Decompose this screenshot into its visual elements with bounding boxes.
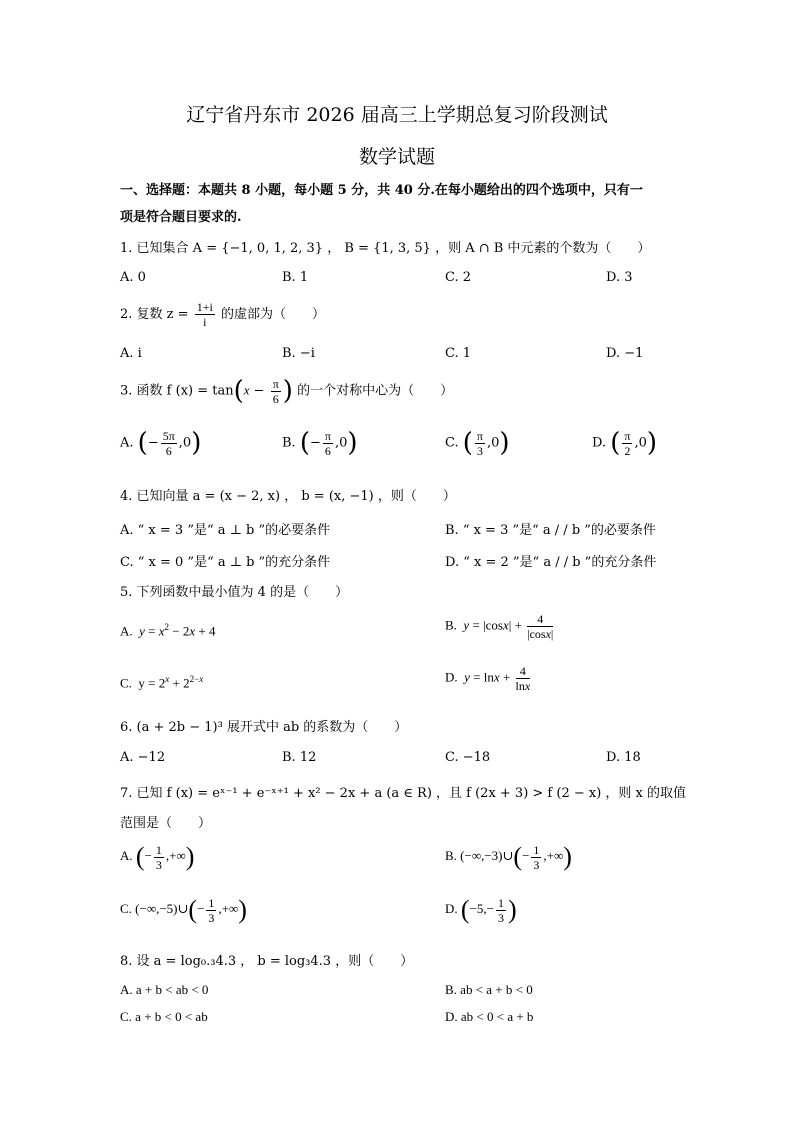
question-7-number: 7.	[120, 786, 133, 801]
section-header-line1: 一、选择题：本题共 8 小题，每小题 5 分，共 40 分.在每小题给出的四个选项中，只有一	[120, 183, 643, 198]
q7-option-a: A. (− $\frac{1}{3}$ ,+∞)	[120, 842, 195, 872]
question-5	[120, 581, 680, 600]
q7-option-c: C. (−∞,−5)∪(− $\frac{1}{3}$ ,+∞)	[120, 895, 247, 925]
q8-option-d: D. ab < 0 < a + b	[445, 1009, 534, 1024]
question-5-text: 下列函数中最小值为 4 的是（ ）	[136, 585, 349, 600]
exam-title: 辽宁省丹东市 2026 届高三上学期总复习阶段测试	[186, 104, 608, 126]
q1-option-d: D. 3	[606, 270, 633, 285]
question-3: 3. 函数 f (x) = tan(x − $\frac{\pi}{6}$ ) 的一个对称中心为（ ）	[120, 376, 454, 406]
question-7	[120, 782, 687, 801]
q2-option-d: D. −1	[606, 346, 644, 361]
question-2-pre: 复数 z =	[136, 307, 189, 322]
q2-numerator: 1+i	[196, 300, 213, 314]
question-1-number: 1.	[120, 241, 133, 256]
q8-option-b: B. ab < a + b < 0	[445, 982, 533, 997]
question-2-number: 2.	[120, 307, 133, 322]
q2-option-c: C. 1	[445, 346, 472, 361]
q4-option-a: A. “ x = 3 ”是“ a ⊥ b ”的必要条件	[120, 523, 331, 538]
q7-option-b: B. (−∞,−3)∪(− $\frac{1}{3}$ ,+∞)	[445, 842, 572, 872]
q3-option-d: D. ( $\frac{\pi}{2}$ ,0)	[592, 428, 658, 458]
q6-option-c: C. −18	[445, 750, 491, 765]
question-6-text: (a + 2b − 1)³ 展开式中 ab 的系数为（ ）	[136, 720, 408, 735]
question-3-number: 3.	[120, 383, 133, 399]
question-7-text: 已知 f (x) = eˣ⁻¹ + e⁻ˣ⁺¹ + x² − 2x + a (a ∈ R) ，且 f (2x + 3) > f (2 − x) ，则 x 的取值	[136, 786, 687, 801]
question-1-text: 已知集合 A = {−1, 0, 1, 2, 3} ， B = {1, 3, 5} ，则 A ∩ B 中元素的个数为（ ）	[136, 241, 651, 256]
q3-option-b: B. (− $\frac{\pi}{6}$ ,0)	[282, 428, 358, 458]
q2-option-a: A. i	[120, 346, 142, 361]
q3-option-a: A. (− $\frac{5\pi}{6}$ ,0)	[120, 428, 202, 458]
q1-option-c: C. 2	[445, 270, 472, 285]
question-1	[120, 237, 680, 256]
q8-option-a: A. a + b < ab < 0	[120, 982, 209, 997]
q3-pi-over-6: $\frac{\pi}{6}$	[272, 376, 279, 406]
question-7-line2: 范围是（ ）	[120, 816, 212, 831]
q2-denominator: i	[203, 315, 207, 329]
question-8-number: 8.	[120, 954, 133, 969]
question-8-text: 设 a = log₀.₃4.3 ， b = log₃4.3 ，则（ ）	[136, 954, 414, 969]
q4-option-d: D. “ x = 2 ”是“ a / / b ”的充分条件	[445, 555, 657, 570]
q5-option-d: D. y = lnx + $\frac{4}{\ln x}$	[445, 664, 531, 693]
q6-option-b: B. 12	[282, 750, 317, 765]
q7-option-d: D. (−5,− $\frac{1}{3}$ )	[445, 895, 517, 925]
question-3-pre: 函数 f (x) = tan	[136, 383, 234, 399]
exam-subtitle: 数学试题	[358, 146, 435, 168]
question-4-text: 已知向量 a = (x − 2, x) ， b = (x, −1) ，则（ ）	[136, 489, 456, 504]
q2-option-b: B. −i	[282, 346, 315, 361]
q3-option-c: C. ( $\frac{\pi}{3}$ ,0)	[445, 428, 510, 458]
question-8	[120, 950, 680, 969]
q6-option-d: D. 18	[606, 750, 641, 765]
question-6-number: 6.	[120, 720, 133, 735]
q4-option-b: B. “ x = 3 ”是“ a / / b ”的必要条件	[445, 523, 656, 538]
q5-option-a: A. $y = x^2 - 2x + 4$	[120, 622, 216, 639]
q6-option-a: A. −12	[120, 750, 166, 765]
question-4	[120, 485, 680, 504]
q4-option-c: C. “ x = 0 ”是“ a ⊥ b ”的充分条件	[120, 555, 331, 570]
question-5-number: 5.	[120, 585, 133, 600]
question-3-post: 的一个对称中心为（ ）	[297, 383, 454, 399]
question-6	[120, 716, 680, 735]
question-4-number: 4.	[120, 489, 133, 504]
q1-option-a: A. 0	[120, 270, 146, 285]
question-2	[120, 300, 680, 329]
question-2-post: 的虚部为（ ）	[220, 307, 325, 322]
q5-option-b: B. y = |cosx| + $\frac{4}{|\cos x|}$	[445, 612, 554, 641]
question-2-fraction	[195, 300, 215, 329]
section-header	[120, 177, 680, 231]
q1-option-b: B. 1	[282, 270, 309, 285]
q8-option-c: C. a + b < 0 < ab	[120, 1009, 208, 1024]
section-header-line2: 项是符合题目要求的.	[120, 210, 242, 225]
q5-option-c: C. $y = 2^x + 2^{2-x}$	[120, 674, 204, 691]
